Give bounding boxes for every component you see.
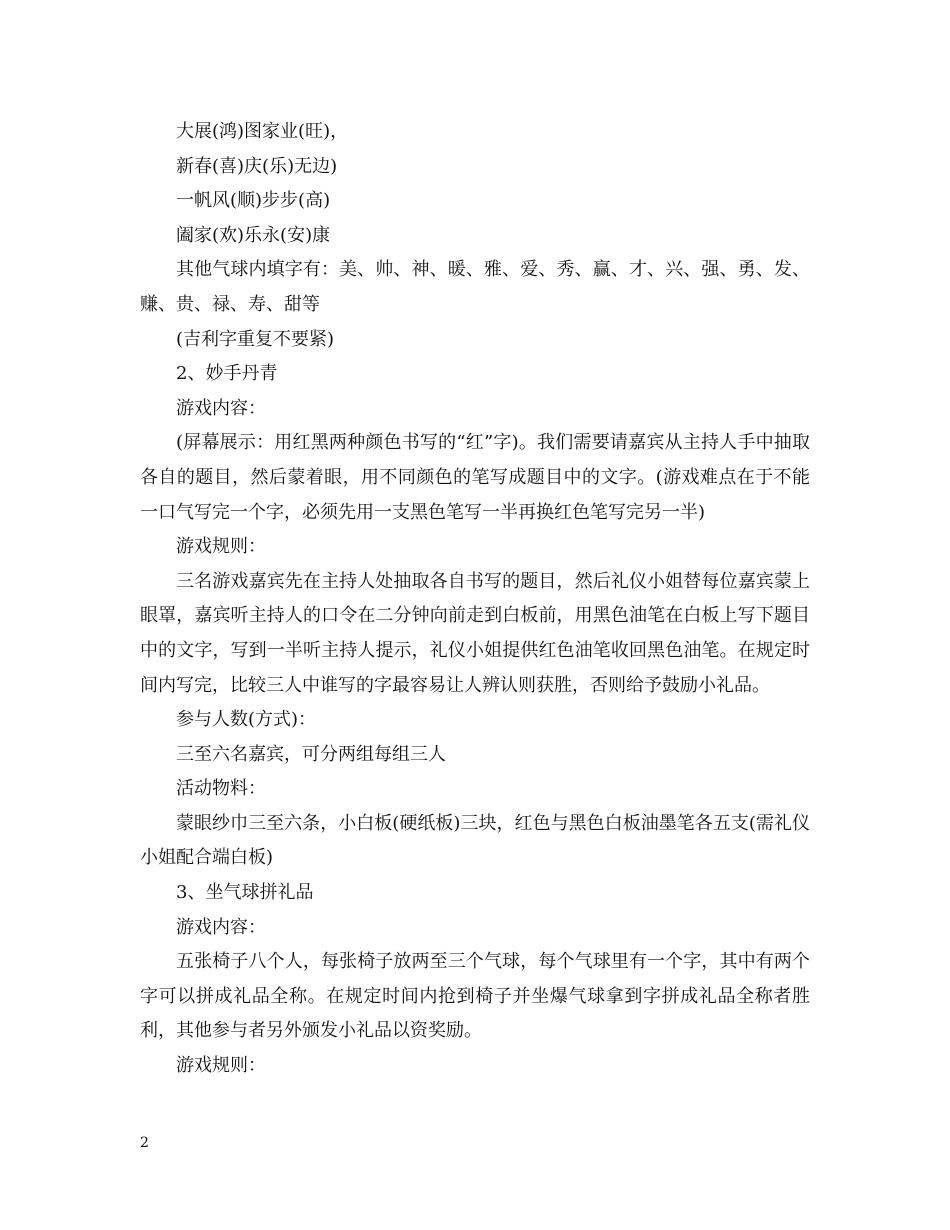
paragraph: 三名游戏嘉宾先在主持人处抽取各自书写的题目，然后礼仪小姐替每位嘉宾蒙上眼罩，嘉宾听主持人的口令在二分钟向前走到白板前，用黑色油笔在白板上写下题目中的文字，写到一半听主持人提示，礼仪小姐提供红色油笔收回黑色油笔。在规定时间内写完，比较三人中谁写的字最容易让人辨认则获胜，否则给予鼓励小礼品。 [140,570,810,696]
subheading: 游戏规则： [176,536,266,558]
paragraph: 大展(鸿)图家业(旺)， [176,121,349,142]
paragraph: 新春(喜)庆(乐)无边) [176,155,338,177]
subheading: 游戏规则： [176,1055,266,1077]
paragraph: 一帆风(顺)步步(高) [176,190,331,212]
section-heading: 2、妙手丹青 [176,363,278,385]
document-body [140,115,810,1084]
paragraph: 阖家(欢)乐永(安)康 [176,224,331,246]
subheading: 参与人数(方式)： [176,709,317,731]
paragraph: 五张椅子八个人，每张椅子放两至三个气球，每个气球里有一个字，其中有两个字可以拼成礼品全称。在规定时间内抢到椅子并坐爆气球拿到字拼成礼品全称者胜利，其他参与者另外颁发小礼品以资奖励。 [140,951,810,1042]
subheading: 活动物料： [176,778,266,800]
paragraph: 蒙眼纱巾三至六条，小白板(硬纸板)三块，红色与黑色白板油墨笔各五支(需礼仪小姐配合端白板) [140,812,810,869]
subheading: 游戏内容： [176,397,266,419]
paragraph: 三至六名嘉宾，可分两组每组三人 [176,743,446,765]
paragraph: (屏幕展示：用红黑两种颜色书写的“红”字)。我们需要请嘉宾从主持人手中抽取各自的题目，然后蒙着眼，用不同颜色的笔写成题目中的文字。(游戏难点在于不能一口气写完一个字，必须先用一支黑色笔写一半再换红色笔写完另一半) [140,432,810,523]
subheading: 游戏内容： [176,916,266,938]
page-number: 2 [140,1135,149,1151]
section-heading: 3、坐气球拼礼品 [176,882,314,904]
paragraph: (吉利字重复不要紧) [176,328,335,350]
paragraph: 其他气球内填字有：美、帅、神、暖、雅、爱、秀、赢、才、兴、强、勇、发、赚、贵、禄、寿、甜等 [140,259,810,315]
